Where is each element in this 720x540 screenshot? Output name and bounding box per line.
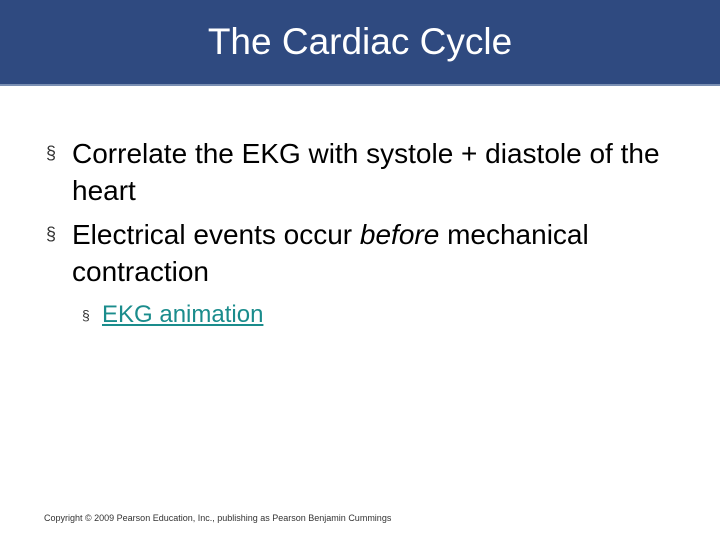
bullet-text-part: Electrical events occur bbox=[72, 219, 360, 250]
slide-title: The Cardiac Cycle bbox=[207, 21, 513, 62]
bullet-text bbox=[72, 216, 712, 290]
bullet-marker: § bbox=[46, 143, 57, 163]
bullet-text-italic: before bbox=[359, 219, 440, 250]
bullet-text: Correlate the EKG with systole + diastole of the heart bbox=[72, 138, 660, 206]
sub-bullet-marker: § bbox=[82, 307, 90, 323]
copyright-footer: Copyright © 2009 Pearson Education, Inc., publishing as Pearson Benjamin Cummings bbox=[44, 513, 392, 523]
bullet-text-part: mechanical contraction bbox=[72, 219, 589, 287]
title-bar bbox=[0, 0, 720, 86]
ekg-animation-link[interactable]: EKG animation bbox=[102, 301, 264, 328]
bullet-marker: § bbox=[46, 224, 57, 244]
